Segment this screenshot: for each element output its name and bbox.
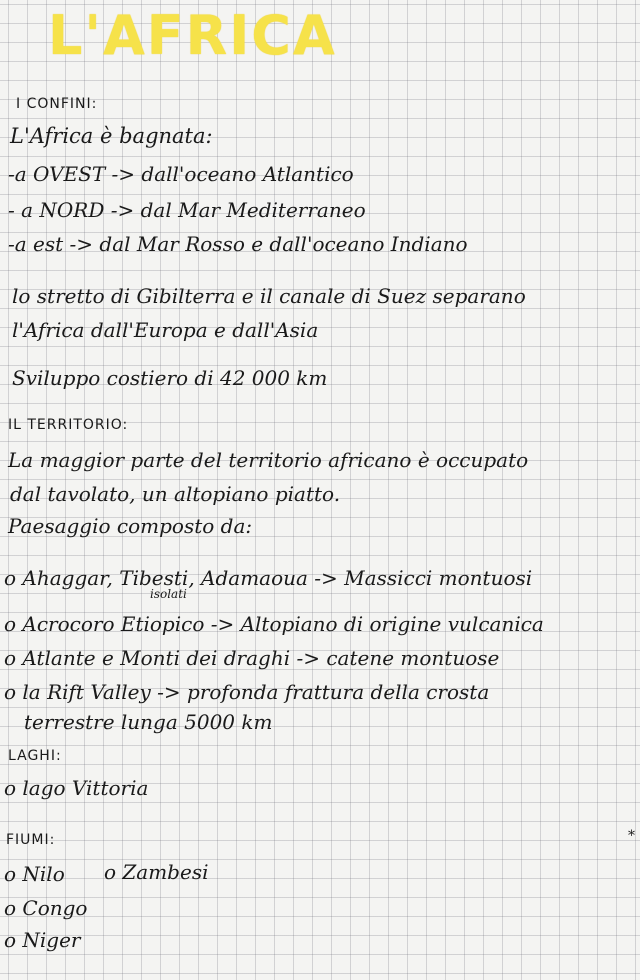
list-item: o Congo (4, 896, 88, 920)
confini-intro: L'Africa è bagnata: (10, 124, 213, 148)
sviluppo-costiero: Sviluppo costiero di 42 000 km (12, 366, 328, 390)
territorio-p1: La maggior parte del territorio africano è occupato (8, 448, 529, 472)
list-item: o Zambesi (104, 860, 209, 884)
confini-heading: I CONFINI: (16, 96, 98, 112)
list-item: o lago Vittoria (4, 776, 149, 800)
isolati-note: isolati (150, 587, 187, 601)
confini-ovest: -a OVEST -> dall'oceano Atlantico (8, 162, 354, 186)
list-item: o la Rift Valley -> profonda frattura della crosta (4, 680, 490, 704)
stretto-line-2: l'Africa dall'Europa e dall'Asia (12, 318, 319, 342)
confini-nord: - a NORD -> dal Mar Mediterraneo (8, 198, 366, 222)
laghi-heading: LAGHI: (8, 748, 62, 764)
fiumi-heading: FIUMI: (6, 832, 56, 848)
list-item: o Niger (4, 928, 81, 952)
territorio-p3: Paesaggio composto da: (8, 514, 253, 538)
territorio-p2: dal tavolato, un altopiano piatto. (10, 482, 341, 506)
rift-continuation: terrestre lunga 5000 km (24, 710, 273, 734)
page-title: L'AFRICA (48, 4, 337, 67)
list-item: o Acrocoro Etiopico -> Altopiano di origine vulcanica (4, 612, 544, 636)
list-item: o Nilo (4, 862, 65, 886)
stretto-line-1: lo stretto di Gibilterra e il canale di Suez separano (12, 284, 526, 308)
territorio-heading: IL TERRITORIO: (8, 417, 129, 433)
margin-mark: * (628, 828, 635, 844)
confini-est: -a est -> dal Mar Rosso e dall'oceano Indiano (8, 232, 468, 256)
list-item: o Atlante e Monti dei draghi -> catene montuose (4, 646, 500, 670)
list-item: o Ahaggar, Tibesti, Adamaoua -> Massicci montuosi (4, 566, 533, 590)
